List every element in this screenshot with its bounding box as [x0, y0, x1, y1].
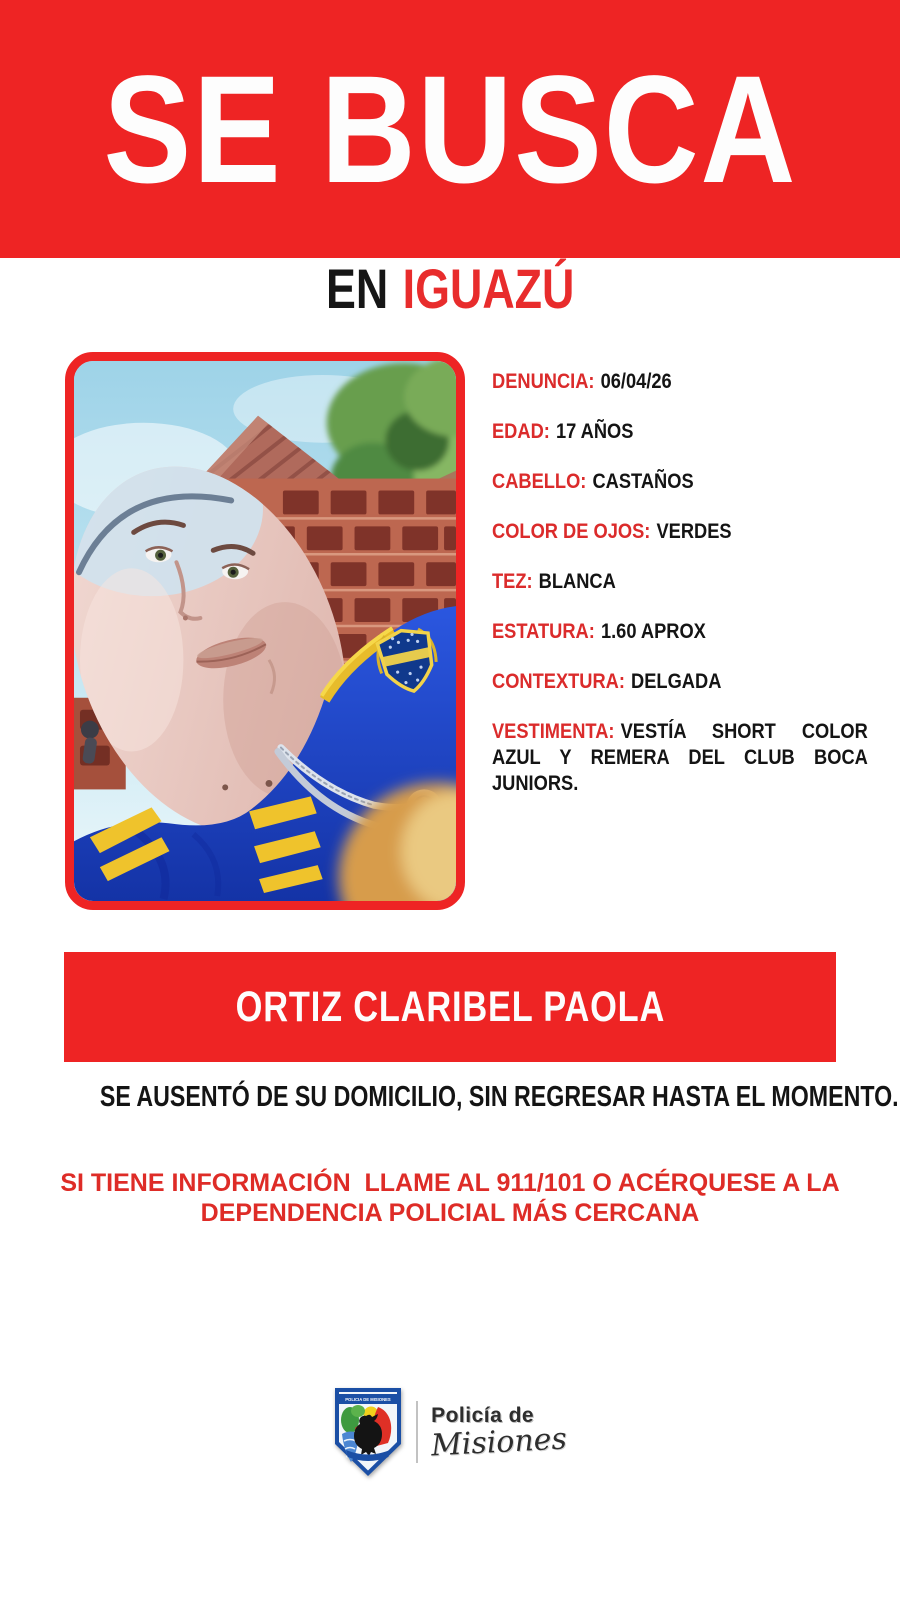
detail-value: VERDES — [656, 520, 732, 543]
police-shield-logo — [333, 1386, 403, 1478]
name-banner — [64, 952, 836, 1062]
detail-row-vestimenta — [492, 719, 868, 797]
org-name — [430, 1404, 568, 1464]
contact-info — [0, 1168, 900, 1228]
org-name-line1: Policía de — [431, 1404, 535, 1427]
shield-banner-text: POLICIA DE MISIONES — [345, 1397, 391, 1403]
detail-row-color-de-ojos — [492, 519, 868, 545]
detail-label: COLOR DE OJOS: — [492, 520, 651, 543]
detail-row-contextura — [492, 669, 868, 695]
subtitle-location: IGUAZÚ — [402, 257, 575, 320]
detail-value: CASTAÑOS — [592, 470, 694, 493]
detail-label: ESTATURA: — [492, 620, 595, 643]
detail-label: CABELLO: — [492, 470, 587, 493]
org-name-line2: Misiones — [430, 1421, 568, 1464]
statement — [0, 1080, 900, 1114]
detail-row-estatura — [492, 619, 868, 645]
footer-divider — [416, 1401, 418, 1463]
contact-info-line2: DEPENDENCIA POLICIAL MÁS CERCANA — [200, 1199, 700, 1227]
detail-value: BLANCA — [538, 570, 616, 593]
detail-row-denuncia — [492, 369, 868, 395]
detail-value: VESTÍA SHORT COLOR AZUL Y REMERA DEL CLUB BOCA JUNIORS. — [492, 720, 868, 795]
detail-label: DENUNCIA: — [492, 370, 595, 393]
photo-illustration — [74, 361, 456, 901]
footer — [0, 1386, 900, 1478]
contact-info-line1: SI TIENE INFORMACIÓN LLAME AL 911/101 O ACÉRQUESE A LA — [60, 1169, 840, 1197]
missing-person-photo — [65, 352, 465, 910]
subtitle-prefix: EN — [325, 257, 389, 320]
detail-value: DELGADA — [631, 670, 722, 693]
details-list — [492, 369, 868, 821]
detail-value: 06/04/26 — [600, 370, 672, 393]
detail-value: 1.60 APROX — [600, 620, 706, 643]
subtitle — [0, 257, 900, 320]
detail-label: TEZ: — [492, 570, 533, 593]
detail-row-cabello — [492, 469, 868, 495]
detail-label: VESTIMENTA: — [492, 720, 615, 743]
detail-value: 17 AÑOS — [555, 420, 634, 443]
missing-person-name: ORTIZ CLARIBEL PAOLA — [235, 982, 665, 1031]
detail-label: EDAD: — [492, 420, 550, 443]
detail-label: CONTEXTURA: — [492, 670, 625, 693]
detail-row-edad — [492, 419, 868, 445]
detail-row-tez — [492, 569, 868, 595]
statement-text: SE AUSENTÓ DE SU DOMICILIO, SIN REGRESAR HASTA EL MOMENTO. — [99, 1081, 899, 1113]
header-banner — [0, 0, 900, 258]
poster-title: SE BUSCA — [103, 43, 797, 215]
